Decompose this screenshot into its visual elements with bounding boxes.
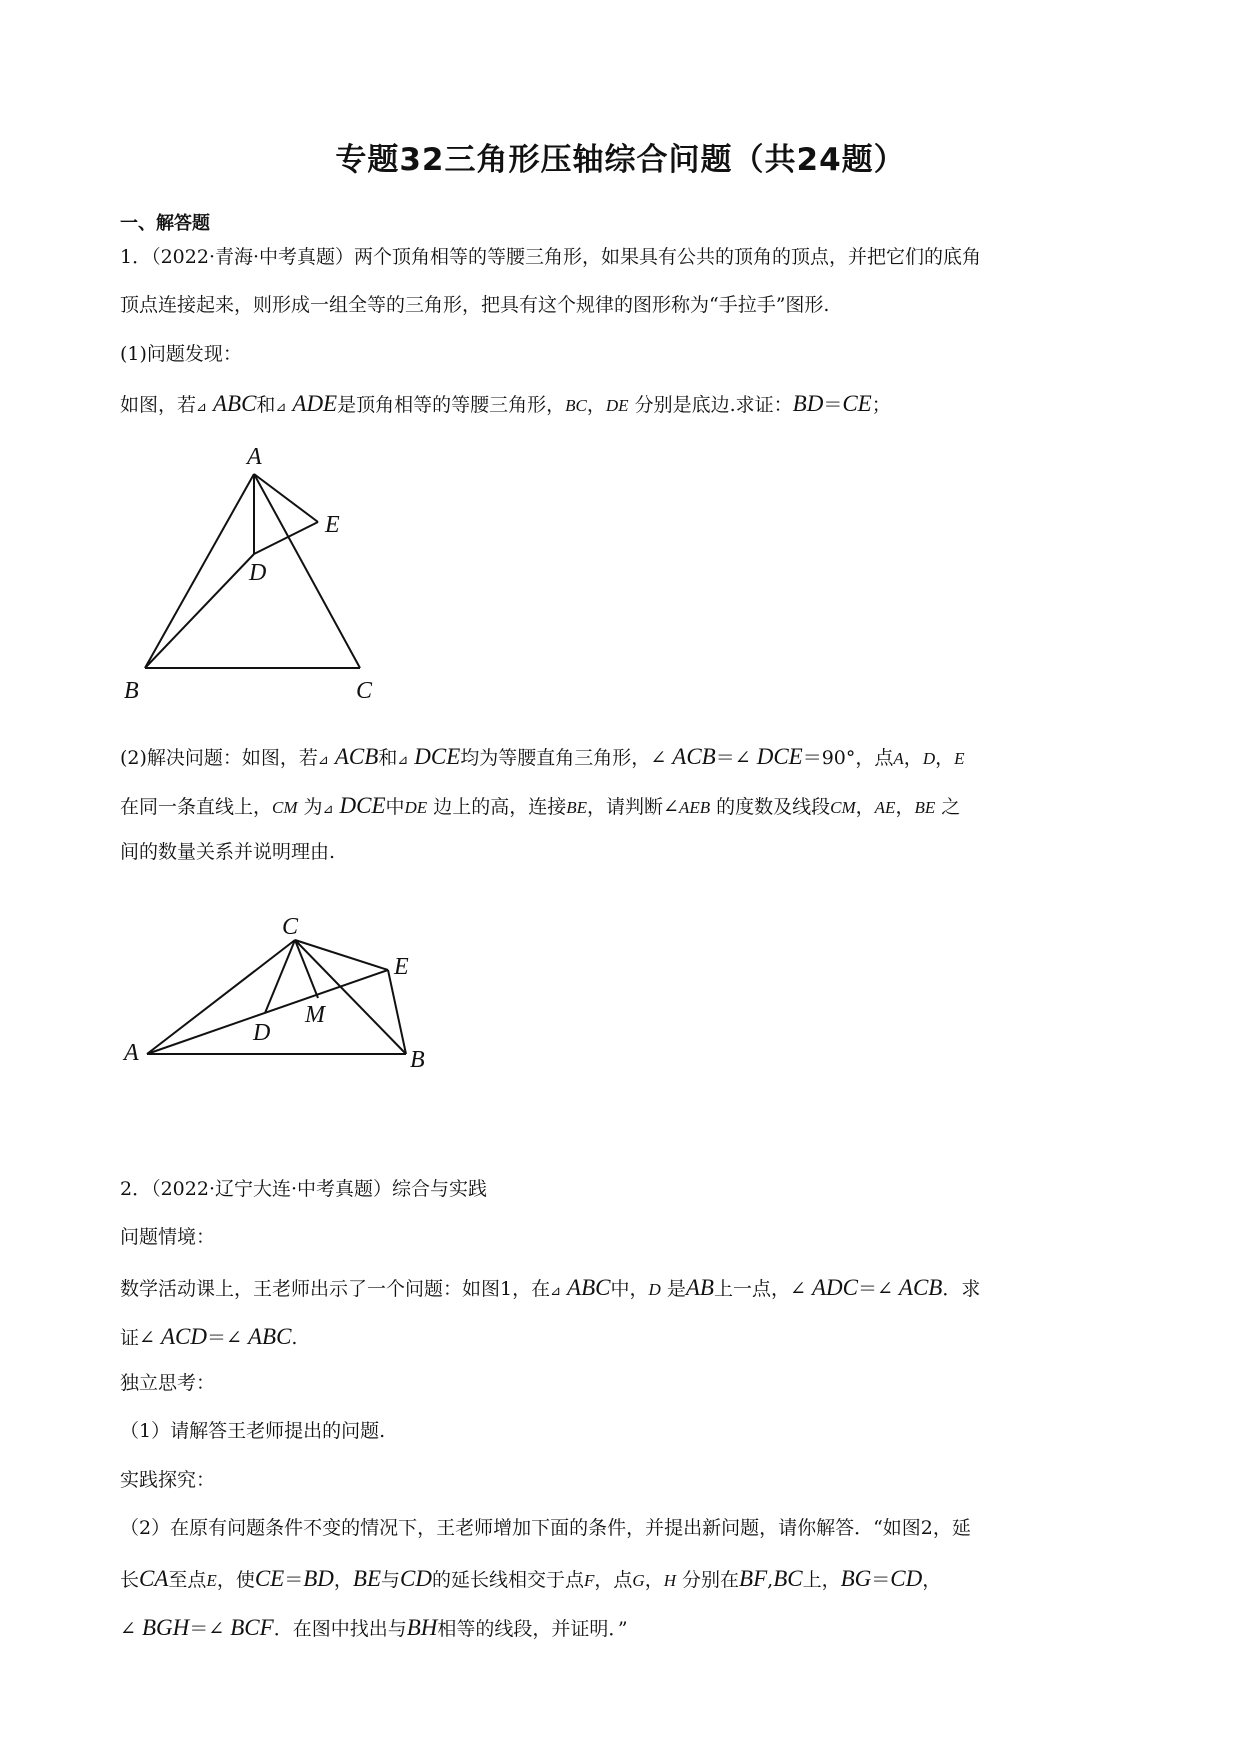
edge-DE (254, 522, 318, 554)
math: AEB (678, 798, 711, 817)
text: 如图，若 (120, 394, 197, 416)
text: ， (935, 747, 955, 769)
math: BG (840, 1566, 872, 1591)
math: BD (303, 1566, 334, 1591)
text: 上， (802, 1569, 841, 1591)
text: 和 (378, 747, 398, 769)
math: ABC (247, 1324, 292, 1349)
text: ， (895, 796, 915, 818)
math: DCE (339, 793, 386, 818)
vertex-label-A: A (247, 444, 262, 470)
math: BC (773, 1566, 803, 1591)
math: AE (874, 798, 896, 817)
text: ＝ (284, 1569, 304, 1591)
angle-symbol: ∠ (120, 1618, 136, 1640)
q2-context-line1 (120, 1276, 980, 1299)
math: ADE (292, 391, 338, 416)
text: ， (644, 1569, 664, 1591)
math: DE (605, 396, 629, 415)
q2-sub2-line3 (120, 1616, 628, 1639)
math: CE (254, 1566, 285, 1591)
angle-symbol: ∠ (650, 747, 667, 769)
q2-sub2-line2 (120, 1567, 941, 1590)
math: D (922, 749, 936, 768)
figure-1-triangle-diagram (110, 440, 390, 710)
math: ADC (811, 1275, 858, 1300)
math: CM (272, 798, 298, 817)
text: ， (586, 394, 606, 416)
text: ＝ (871, 1569, 891, 1591)
text: 是顶角相等的等腰三角形， (337, 394, 566, 416)
text: ＝ (715, 747, 735, 769)
q2-intro: 2．（2022·辽宁大连·中考真题）综合与实践 (120, 1178, 488, 1200)
text: 和 (256, 394, 276, 416)
text: 相等的线段，并证明．” (437, 1618, 628, 1640)
math: BE (566, 798, 588, 817)
angle-symbol: ∠ (734, 747, 751, 769)
q2-sub2-line1: （2）在原有问题条件不变的情况下，王老师增加下面的条件，并提出新问题，请你解答．“如图2，延 (120, 1517, 971, 1539)
math: D (648, 1280, 661, 1299)
edge-AC (147, 940, 295, 1054)
math: BC (565, 396, 587, 415)
text: 是 (660, 1278, 686, 1300)
figure-2-triangle-diagram (110, 900, 450, 1090)
q1-intro-line1: 1．（2022·青海·中考真题）两个顶角相等的等腰三角形，如果具有公共的顶角的顶点，并把它们的底角 (120, 246, 982, 268)
text: ，使 (216, 1569, 255, 1591)
text: 至点 (168, 1569, 207, 1591)
text: ＝ (857, 1278, 877, 1300)
triangle-symbol: ⊿ (397, 753, 409, 768)
math: ACB (334, 744, 379, 769)
vertex-label-C: C (282, 914, 299, 940)
text: 与 (381, 1569, 401, 1591)
text: ．求 (942, 1278, 981, 1300)
vertex-label-D: D (253, 1020, 271, 1046)
text: . (291, 1327, 298, 1349)
text: 为 (297, 796, 323, 818)
text: ， (922, 1569, 942, 1591)
section-heading: 一、解答题 (120, 213, 210, 234)
math: ACB (672, 744, 716, 769)
angle-symbol: ∠ (876, 1278, 893, 1300)
triangle-symbol: ⊿ (550, 1284, 561, 1299)
math: CM (830, 798, 856, 817)
text: 分别在 (676, 1569, 740, 1591)
vertex-label-A: A (124, 1040, 139, 1066)
text: 分别是底边.求证： (628, 394, 793, 416)
math: BE (914, 798, 936, 817)
vertex-label-E: E (325, 512, 340, 538)
math: CA (139, 1566, 169, 1591)
vertex-label-D: D (249, 560, 267, 586)
text: ； (871, 394, 891, 416)
text: 在同一条直线上， (120, 796, 273, 818)
q1-part2-line2 (120, 794, 960, 817)
math: H (663, 1571, 676, 1590)
edge-EB (388, 970, 406, 1054)
q2-practice-heading: 实践探究： (120, 1469, 216, 1491)
math: BF (739, 1566, 768, 1591)
math: ABC (212, 391, 257, 416)
text: 之 (935, 796, 961, 818)
text: ＝ (189, 1618, 209, 1640)
text: ＝ (206, 1327, 226, 1349)
edge-AE (254, 474, 318, 522)
vertex-label-M: M (305, 1002, 325, 1028)
math: BGH (141, 1615, 190, 1640)
triangle-symbol: ⊿ (322, 802, 334, 817)
math: AB (685, 1275, 714, 1300)
math: A (893, 749, 904, 768)
q2-context-line2 (120, 1325, 297, 1348)
math: ACD (160, 1324, 207, 1349)
text: ，请判断∠ (587, 796, 679, 818)
text: ＝90°，点 (802, 747, 894, 769)
math: CD (400, 1566, 432, 1591)
vertex-label-B: B (410, 1047, 425, 1073)
vertex-label-E: E (394, 954, 409, 980)
text: , (767, 1569, 774, 1591)
text: (2)解决问题：如图，若 (120, 747, 318, 769)
text: ， (855, 796, 875, 818)
angle-symbol: ∠ (208, 1618, 225, 1640)
math: BCF (230, 1615, 274, 1640)
q1-intro-line2: 顶点连接起来，则形成一组全等的三角形，把具有这个规律的图形称为“手拉手”图形. (120, 294, 830, 316)
q1-part2-line3: 间的数量关系并说明理由. (120, 841, 336, 863)
text: 长 (120, 1569, 140, 1591)
page-title: 专题32三角形压轴综合问题（共24题） (335, 142, 906, 178)
triangle-symbol: ⊿ (196, 400, 207, 415)
q1-part2-line1 (120, 745, 965, 768)
math: BE (352, 1566, 382, 1591)
text: ， (903, 747, 923, 769)
math: E (206, 1571, 217, 1590)
edge-AC (254, 474, 360, 668)
vertex-label-C: C (356, 678, 373, 704)
angle-symbol: ∠ (226, 1327, 242, 1349)
q2-sub1: （1）请解答王老师提出的问题. (120, 1420, 386, 1442)
math: ACB (898, 1275, 943, 1300)
triangle-symbol: ⊿ (275, 400, 287, 415)
math: E (954, 749, 965, 768)
text: 边上的高，连接 (427, 796, 567, 818)
math: DCE (414, 744, 461, 769)
math: CD (890, 1566, 923, 1591)
text: 上一点， (713, 1278, 790, 1300)
math: DCE (756, 744, 803, 769)
q1-part1-statement (120, 392, 891, 415)
text: 数学活动课上，王老师出示了一个问题：如图1，在 (120, 1278, 551, 1300)
math: ABC (567, 1275, 611, 1300)
math: BH (406, 1615, 438, 1640)
math: CE (842, 391, 872, 416)
text: 均为等腰直角三角形， (460, 747, 651, 769)
math: BD (792, 391, 824, 416)
math: F (584, 1571, 595, 1590)
q1-part1-heading: (1)问题发现： (120, 343, 242, 365)
text: 证 (120, 1327, 140, 1349)
q2-context-heading: 问题情境： (120, 1226, 216, 1248)
text: ＝ (823, 394, 843, 416)
text: 中， (610, 1278, 649, 1300)
edge-CM (295, 940, 318, 998)
text: 的延长线相交于点 (432, 1569, 585, 1591)
triangle-symbol: ⊿ (317, 753, 329, 768)
text: 的度数及线段 (710, 796, 831, 818)
math: DE (404, 798, 428, 817)
text: ．在图中找出与 (273, 1618, 407, 1640)
q2-independent-heading: 独立思考： (120, 1372, 216, 1394)
text: ， (333, 1569, 353, 1591)
text: ，点 (594, 1569, 633, 1591)
math: G (632, 1571, 645, 1590)
vertex-label-B: B (124, 678, 139, 704)
angle-symbol: ∠ (789, 1278, 806, 1300)
text: 中 (385, 796, 405, 818)
angle-symbol: ∠ (139, 1327, 155, 1349)
